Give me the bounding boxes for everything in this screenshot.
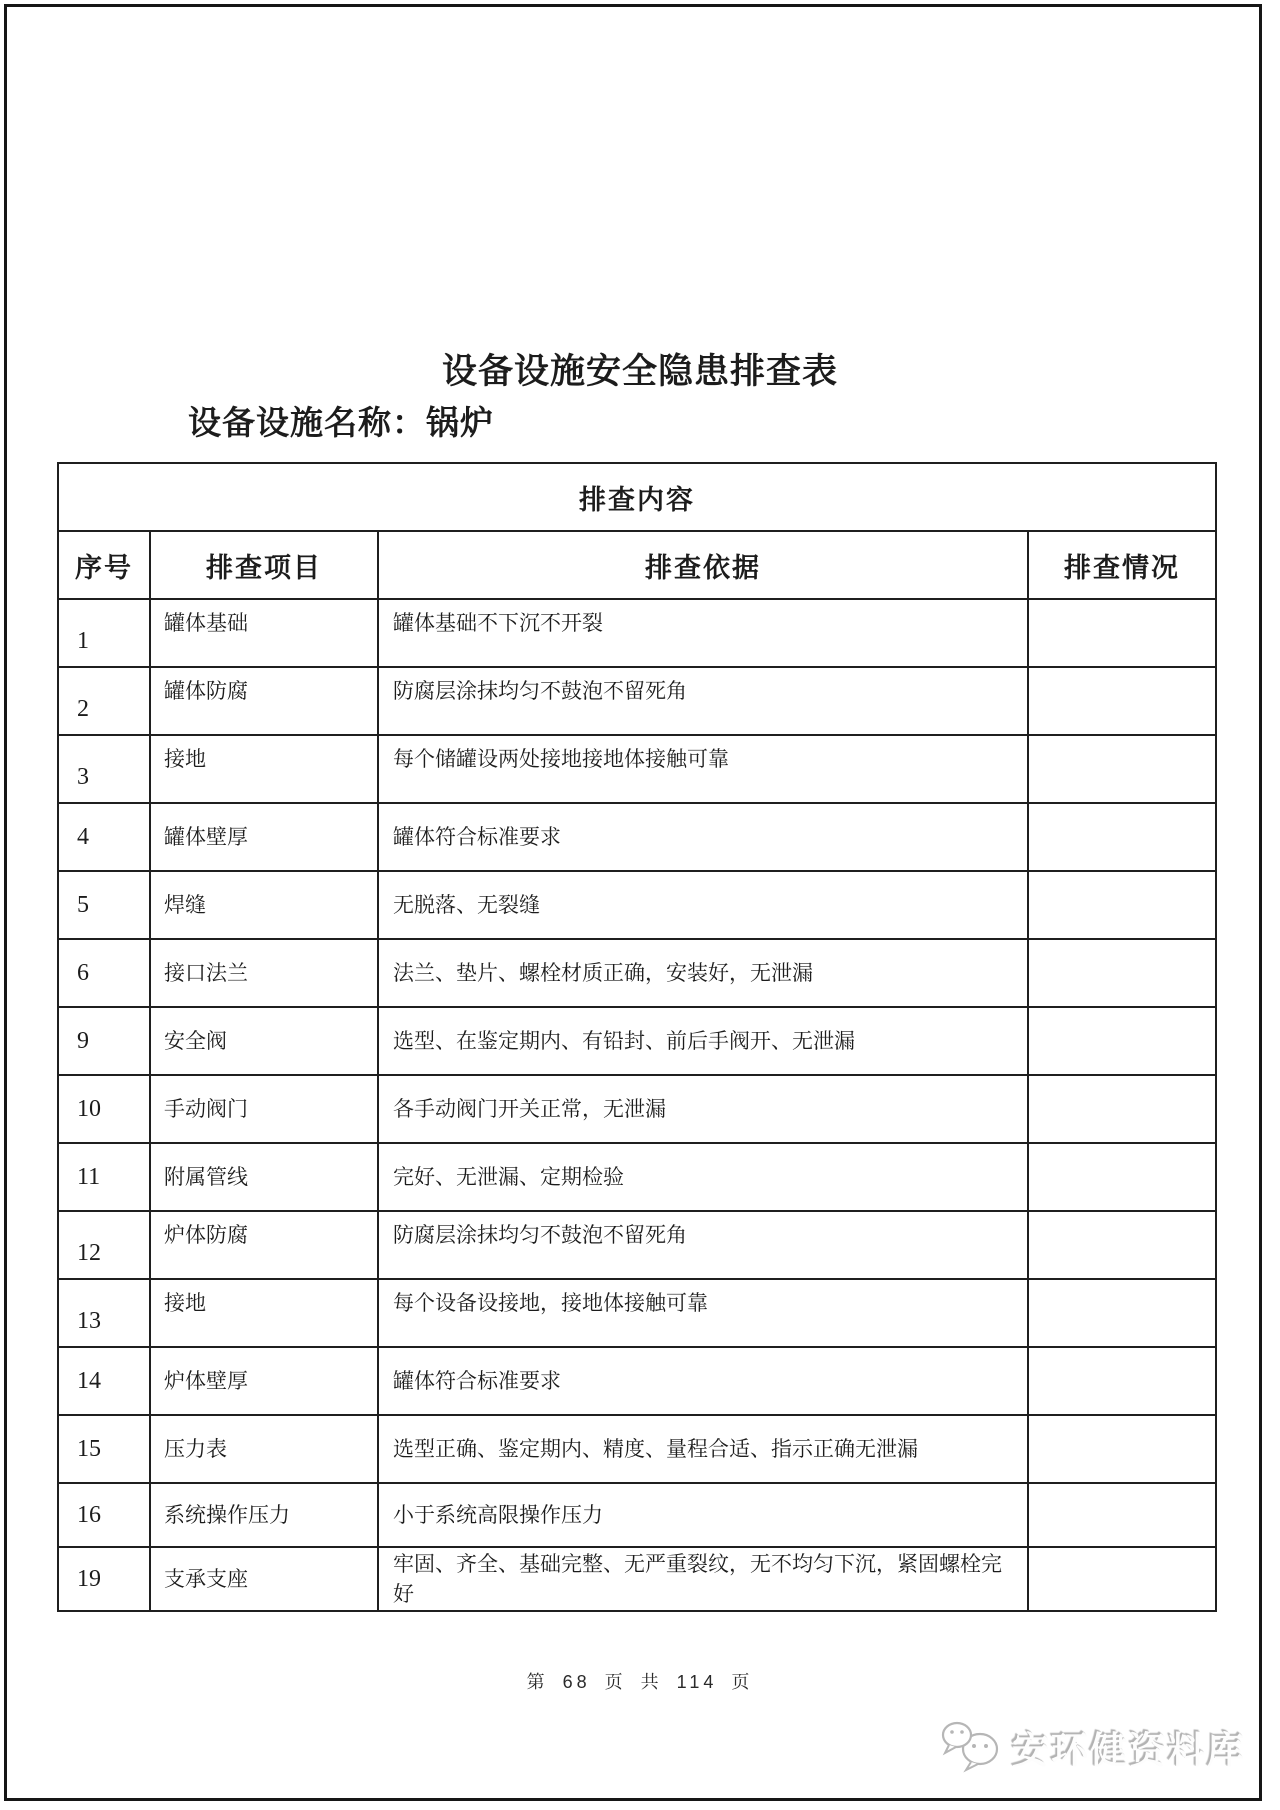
row-basis-cell: 每个设备设接地，接地体接触可靠 bbox=[378, 1279, 1028, 1347]
row-item-cell: 接地 bbox=[150, 1279, 378, 1347]
row-num-cell: 15 bbox=[58, 1415, 150, 1483]
row-num-cell: 19 bbox=[58, 1547, 150, 1611]
row-num-cell: 1 bbox=[58, 599, 150, 667]
watermark-text: 安环健资料库 bbox=[1012, 1730, 1246, 1771]
row-num-cell: 10 bbox=[58, 1075, 150, 1143]
row-status-cell bbox=[1028, 1075, 1216, 1143]
row-basis-cell: 罐体符合标准要求 bbox=[378, 803, 1028, 871]
page-number: 第 68 页 共 114 页 bbox=[526, 1672, 754, 1692]
row-item-cell: 接地 bbox=[150, 735, 378, 803]
row-num-cell: 3 bbox=[58, 735, 150, 803]
row-item-cell: 压力表 bbox=[150, 1415, 378, 1483]
col-header-status: 排查情况 bbox=[1028, 531, 1216, 599]
row-item-cell: 罐体基础 bbox=[150, 599, 378, 667]
row-num-cell: 2 bbox=[58, 667, 150, 735]
row-basis-cell: 各手动阀门开关正常，无泄漏 bbox=[378, 1075, 1028, 1143]
table-banner: 排查内容 bbox=[58, 463, 1216, 531]
table-row bbox=[58, 667, 1216, 735]
row-status-cell bbox=[1028, 1007, 1216, 1075]
row-item-cell: 手动阀门 bbox=[150, 1075, 378, 1143]
row-item-cell: 炉体防腐 bbox=[150, 1211, 378, 1279]
row-status-cell bbox=[1028, 735, 1216, 803]
row-item-cell: 罐体壁厚 bbox=[150, 803, 378, 871]
row-num-cell: 12 bbox=[58, 1211, 150, 1279]
table-row bbox=[58, 599, 1216, 667]
row-status-cell bbox=[1028, 1279, 1216, 1347]
row-basis-cell: 完好、无泄漏、定期检验 bbox=[378, 1143, 1028, 1211]
row-basis-cell: 每个储罐设两处接地接地体接触可靠 bbox=[378, 735, 1028, 803]
row-status-cell bbox=[1028, 667, 1216, 735]
wechat-icon bbox=[940, 1721, 1002, 1773]
table-row bbox=[58, 1547, 1216, 1611]
row-item-cell: 支承支座 bbox=[150, 1547, 378, 1611]
row-basis-cell: 罐体基础不下沉不开裂 bbox=[378, 599, 1028, 667]
row-num-cell: 9 bbox=[58, 1007, 150, 1075]
row-item-cell: 接口法兰 bbox=[150, 939, 378, 1007]
row-item-cell: 安全阀 bbox=[150, 1007, 378, 1075]
table-row bbox=[58, 939, 1216, 1007]
row-status-cell bbox=[1028, 1211, 1216, 1279]
inspection-table bbox=[57, 462, 1217, 1612]
table-header-row bbox=[58, 531, 1216, 599]
row-basis-cell: 选型正确、鉴定期内、精度、量程合适、指示正确无泄漏 bbox=[378, 1415, 1028, 1483]
table-row bbox=[58, 803, 1216, 871]
table-row bbox=[58, 871, 1216, 939]
col-header-num: 序号 bbox=[58, 531, 150, 599]
row-num-cell: 14 bbox=[58, 1347, 150, 1415]
row-basis-cell: 防腐层涂抹均匀不鼓泡不留死角 bbox=[378, 1211, 1028, 1279]
table-row bbox=[58, 735, 1216, 803]
row-basis-cell: 罐体符合标准要求 bbox=[378, 1347, 1028, 1415]
row-basis-cell: 小于系统高限操作压力 bbox=[378, 1483, 1028, 1547]
row-basis-cell: 防腐层涂抹均匀不鼓泡不留死角 bbox=[378, 667, 1028, 735]
row-basis-cell: 无脱落、无裂缝 bbox=[378, 871, 1028, 939]
row-num-cell: 13 bbox=[58, 1279, 150, 1347]
equipment-name-line: 设备设施名称：锅炉 bbox=[188, 406, 494, 442]
table-row bbox=[58, 1415, 1216, 1483]
row-num-cell: 11 bbox=[58, 1143, 150, 1211]
watermark bbox=[940, 1720, 1246, 1774]
table-row bbox=[58, 1075, 1216, 1143]
row-status-cell bbox=[1028, 939, 1216, 1007]
row-num-cell: 6 bbox=[58, 939, 150, 1007]
col-header-basis: 排查依据 bbox=[378, 531, 1028, 599]
table-row bbox=[58, 1211, 1216, 1279]
row-basis-cell: 选型、在鉴定期内、有铅封、前后手阀开、无泄漏 bbox=[378, 1007, 1028, 1075]
row-status-cell bbox=[1028, 871, 1216, 939]
page-title: 设备设施安全隐患排查表 bbox=[441, 352, 838, 391]
row-status-cell bbox=[1028, 1347, 1216, 1415]
row-status-cell bbox=[1028, 1483, 1216, 1547]
table-row bbox=[58, 1143, 1216, 1211]
row-num-cell: 4 bbox=[58, 803, 150, 871]
table-banner-row bbox=[58, 463, 1216, 531]
row-status-cell bbox=[1028, 1143, 1216, 1211]
row-status-cell bbox=[1028, 599, 1216, 667]
row-num-cell: 5 bbox=[58, 871, 150, 939]
row-item-cell: 附属管线 bbox=[150, 1143, 378, 1211]
col-header-item: 排查项目 bbox=[150, 531, 378, 599]
row-item-cell: 焊缝 bbox=[150, 871, 378, 939]
row-status-cell bbox=[1028, 1415, 1216, 1483]
table-row bbox=[58, 1007, 1216, 1075]
table-row bbox=[58, 1347, 1216, 1415]
row-num-cell: 16 bbox=[58, 1483, 150, 1547]
table-row bbox=[58, 1483, 1216, 1547]
row-basis-cell: 牢固、齐全、基础完整、无严重裂纹，无不均匀下沉，紧固螺栓完好 bbox=[378, 1547, 1028, 1611]
row-basis-cell: 法兰、垫片、螺栓材质正确，安装好，无泄漏 bbox=[378, 939, 1028, 1007]
row-item-cell: 炉体壁厚 bbox=[150, 1347, 378, 1415]
row-status-cell bbox=[1028, 803, 1216, 871]
row-status-cell bbox=[1028, 1547, 1216, 1611]
table-row bbox=[58, 1279, 1216, 1347]
row-item-cell: 系统操作压力 bbox=[150, 1483, 378, 1547]
row-item-cell: 罐体防腐 bbox=[150, 667, 378, 735]
